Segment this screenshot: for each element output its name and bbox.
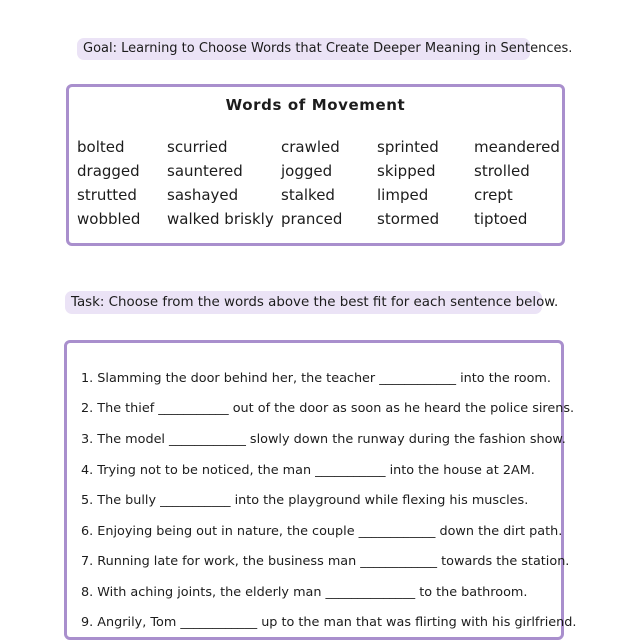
task-banner: Task: Choose from the words above the best fit for each sentence below. xyxy=(65,291,542,314)
word-item: crawled xyxy=(281,138,340,156)
word-item: bolted xyxy=(77,138,125,156)
word-item: strutted xyxy=(77,186,137,204)
sentence-item: 3. The model ____________ slowly down the runway during the fashion show. xyxy=(81,432,566,447)
sentence-item: 4. Trying not to be noticed, the man ___________ into the house at 2AM. xyxy=(81,463,535,478)
sentence-item: 1. Slamming the door behind her, the teacher ____________ into the room. xyxy=(81,371,551,386)
sentence-item: 2. The thief ___________ out of the door as soon as he heard the police sirens. xyxy=(81,401,575,416)
word-item: sauntered xyxy=(167,162,243,180)
goal-banner: Goal: Learning to Choose Words that Create Deeper Meaning in Sentences. xyxy=(77,38,530,60)
word-item: jogged xyxy=(281,162,333,180)
sentence-item: 7. Running late for work, the business man ____________ towards the station. xyxy=(81,554,570,569)
sentence-item: 9. Angrily, Tom ____________ up to the man that was flirting with his girlfriend. xyxy=(81,615,577,630)
word-item: skipped xyxy=(377,162,436,180)
word-item: pranced xyxy=(281,210,343,228)
word-item: dragged xyxy=(77,162,140,180)
word-item: wobbled xyxy=(77,210,141,228)
word-bank-box xyxy=(66,84,565,246)
word-item: walked briskly xyxy=(167,210,274,228)
word-item: stormed xyxy=(377,210,440,228)
word-item: scurried xyxy=(167,138,228,156)
word-item: meandered xyxy=(474,138,560,156)
word-item: sprinted xyxy=(377,138,439,156)
word-item: stalked xyxy=(281,186,335,204)
word-item: strolled xyxy=(474,162,530,180)
sentence-box xyxy=(64,340,577,640)
sentence-item: 6. Enjoying being out in nature, the couple ____________ down the dirt path. xyxy=(81,524,563,539)
word-item: crept xyxy=(474,186,513,204)
word-item: sashayed xyxy=(167,186,239,204)
sentence-item: 8. With aching joints, the elderly man ______________ to the bathroom. xyxy=(81,585,528,600)
word-item: tiptoed xyxy=(474,210,528,228)
sentence-item: 5. The bully ___________ into the playground while flexing his muscles. xyxy=(81,493,529,508)
word-bank-title: Words of Movement xyxy=(225,96,406,114)
word-item: limped xyxy=(377,186,429,204)
